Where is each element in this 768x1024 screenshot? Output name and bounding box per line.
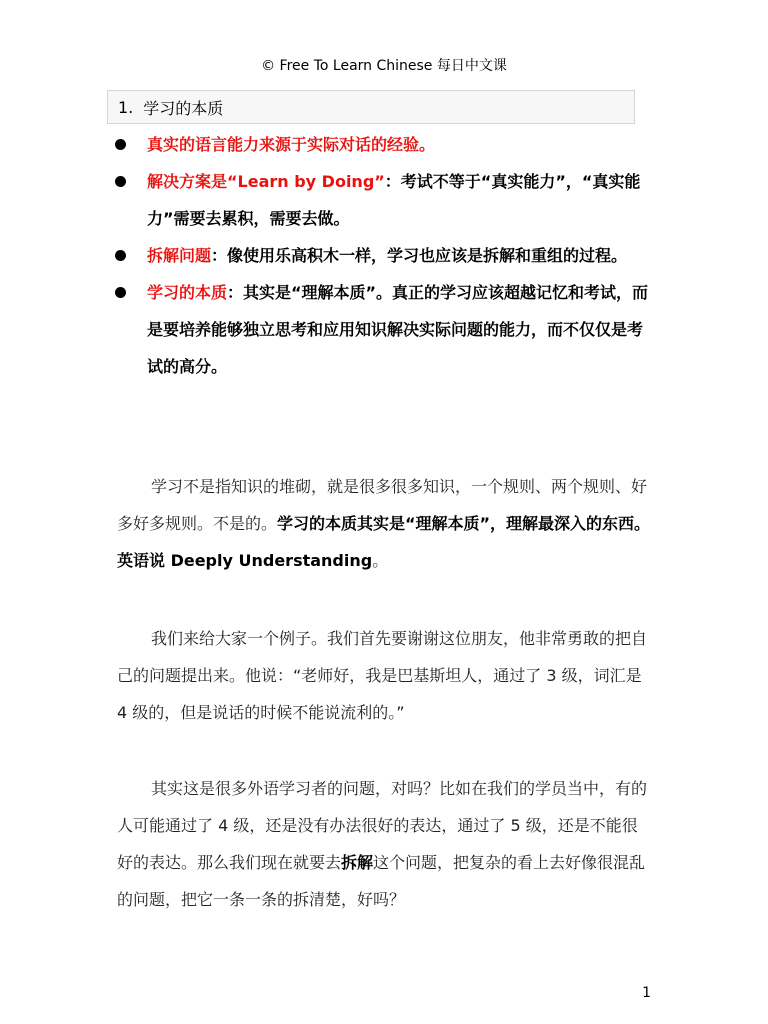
paragraph-2-text: 我们来给大家一个例子。我们首先要谢谢这位朋友，他非常勇敢的把自己的问题提出来。他说：“老师好，我是巴基斯坦人，通过了 3 级，词汇是 4 级的，但是说话的时候不能说流利的。” bbox=[117, 629, 648, 722]
paragraph-2 bbox=[117, 620, 652, 731]
paragraph-3-after: 这个问题，把复杂的看上去好像很混乱的问题，把它一条一条的拆清楚，好吗？ bbox=[117, 853, 646, 909]
bullet-dot-icon bbox=[115, 176, 126, 187]
paragraph-3-emphasis: 拆解 bbox=[341, 853, 374, 872]
bullet-list bbox=[115, 126, 655, 385]
bullet-text: ：考试不等于“真实能力”，“真实能力”需要去累积，需要去做。 bbox=[147, 172, 641, 228]
paragraph-3 bbox=[117, 770, 652, 918]
page-header: © Free To Learn Chinese 每日中文课 bbox=[261, 58, 507, 74]
bullet-item bbox=[115, 274, 655, 385]
bullet-highlight: 学习的本质 bbox=[147, 283, 228, 302]
bullet-dot-icon bbox=[115, 287, 126, 298]
bullet-highlight: 拆解问题 bbox=[147, 246, 212, 265]
bullet-dot-icon bbox=[115, 139, 126, 150]
section-number: 1. bbox=[118, 97, 134, 117]
paragraph-1 bbox=[117, 468, 652, 579]
bullet-item bbox=[115, 237, 655, 274]
bullet-text: ：其实是“理解本质”。真正的学习应该超越记忆和考试，而是要培养能够独立思考和应用知识解决实际问题的能力，而不仅仅是考试的高分。 bbox=[147, 283, 649, 376]
bullet-highlight: 解决方案是“Learn by Doing” bbox=[147, 172, 385, 191]
paragraph-3-before: 其实这是很多外语学习者的问题，对吗？比如在我们的学员当中，有的人可能通过了 4 级，还是没有办法很好的表达，通过了 5 级，还是不能很好的表达。那么我们现在就要去 bbox=[117, 779, 648, 872]
paragraph-1-end: 。 bbox=[372, 551, 389, 570]
bullet-dot-icon bbox=[115, 250, 126, 261]
paragraph-1-emphasis: 学习的本质其实是“理解本质”，理解最深入的东西。英语说 Deeply Understanding bbox=[117, 514, 651, 570]
section-title: 学习的本质 bbox=[143, 98, 224, 118]
paragraph-1-plain: 学习不是指知识的堆砌，就是很多很多知识，一个规则、两个规则、好多好多规则。不是的。 bbox=[117, 477, 648, 533]
page-number: 1 bbox=[642, 985, 651, 1001]
bullet-text: ：像使用乐高积木一样，学习也应该是拆解和重组的过程。 bbox=[211, 246, 628, 265]
section-heading bbox=[107, 90, 635, 124]
bullet-item bbox=[115, 126, 655, 163]
bullet-item bbox=[115, 163, 655, 237]
bullet-highlight: 真实的语言能力来源于实际对话的经验。 bbox=[147, 135, 436, 154]
